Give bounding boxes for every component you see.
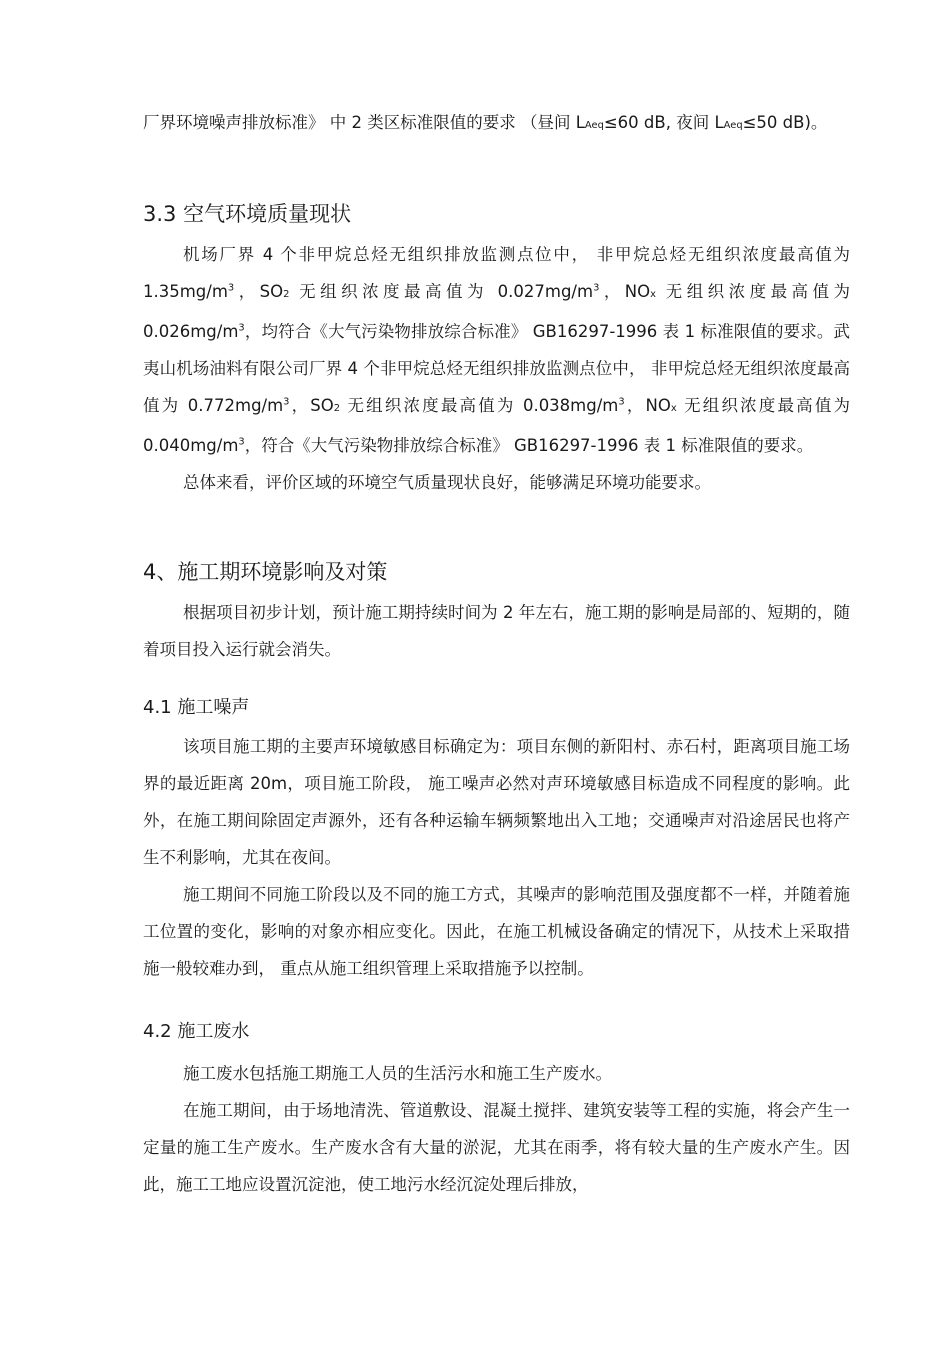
section-4-heading: 4、施工期环境影响及对策 bbox=[143, 560, 388, 584]
section-3-3-paragraph-1: 机场厂界 4 个非甲烷总烃无组织排放监测点位中， 非甲烷总烃无组织浓度最高值为 $1.35mg/m^3$，$SO_2$ 无组织浓度最高值为 $0.027mg/m^3$，$NO_x$ 无组织浓度最高值为 $0.026mg/m^3$，均符合《大气污染物排放综合标准》 GB16297-1996 表 1 标准限值的要求。武夷山机场油料有限公司厂界 4 个非甲烷总烃无组织排放监测点位中， 非甲烷总烃无组织浓度最高值为 $0.772mg/m^3$，$SO_2$ 无组织浓度最高值为 $0.038mg/m^3$，$NO_x$ 无组织浓度最高值为 $0.040mg/m^3$，符合《大气污染物排放综合标准》 GB16297-1996 表 1 标准限值的要求。 bbox=[143, 245, 851, 455]
section-4-2-body bbox=[143, 1055, 850, 1203]
section-4-1-paragraph-1: 该项目施工期的主要声环境敏感目标确定为：项目东侧的新阳村、赤石村，距离项目施工场界的最近距离 20m，项目施工阶段， 施工噪声必然对声环境敏感目标造成不同程度的影响。此外，在施工期间除固定声源外，还有各种运输车辆频繁地出入工地；交通噪声对沿途居民也将产生不利影响，尤其在夜间。 bbox=[143, 737, 850, 867]
section-4-body bbox=[143, 594, 850, 668]
section-3-3 bbox=[143, 199, 850, 229]
section-4-2-heading: 4.2 施工废水 bbox=[143, 1021, 250, 1042]
intro-paragraph bbox=[143, 104, 850, 144]
section-3-3-body bbox=[143, 236, 850, 501]
section-4-1-paragraph-2: 施工期间不同施工阶段以及不同的施工方式，其噪声的影响范围及强度都不一样，并随着施工位置的变化，影响的对象亦相应变化。因此，在施工机械设备确定的情况下，从技术上采取措施一般较难办到， 重点从施工组织管理上采取措施予以控制。 bbox=[143, 885, 850, 978]
section-4-1-heading: 4.1 施工噪声 bbox=[143, 697, 250, 718]
intro-text: 厂界环境噪声排放标准》 中 2 类区标准限值的要求 （昼间 $L_{Aeq}\le 60$ dB, 夜间 $L_{Aeq}\le 50$ dB)。 bbox=[143, 113, 828, 132]
section-4-paragraph-1: 根据项目初步计划，预计施工期持续时间为 2 年左右，施工期的影响是局部的、短期的，随着项目投入运行就会消失。 bbox=[143, 603, 850, 659]
section-4-2 bbox=[143, 1018, 850, 1046]
section-4-2-paragraph-2: 在施工期间，由于场地清洗、管道敷设、混凝土搅拌、建筑安装等工程的实施，将会产生一定量的施工生产废水。生产废水含有大量的淤泥，尤其在雨季，将有较大量的生产废水产生。因此，施工工地应设置沉淀池，使工地污水经沉淀处理后排放， bbox=[143, 1101, 850, 1194]
section-4 bbox=[143, 557, 850, 587]
section-4-1-body bbox=[143, 728, 850, 987]
section-4-2-paragraph-1: 施工废水包括施工期施工人员的生活污水和施工生产废水。 bbox=[183, 1064, 612, 1083]
section-3-3-heading: 3.3 空气环境质量现状 bbox=[143, 202, 352, 226]
section-3-3-paragraph-2: 总体来看，评价区域的环境空气质量现状良好，能够满足环境功能要求。 bbox=[183, 473, 711, 492]
section-4-1 bbox=[143, 694, 850, 722]
